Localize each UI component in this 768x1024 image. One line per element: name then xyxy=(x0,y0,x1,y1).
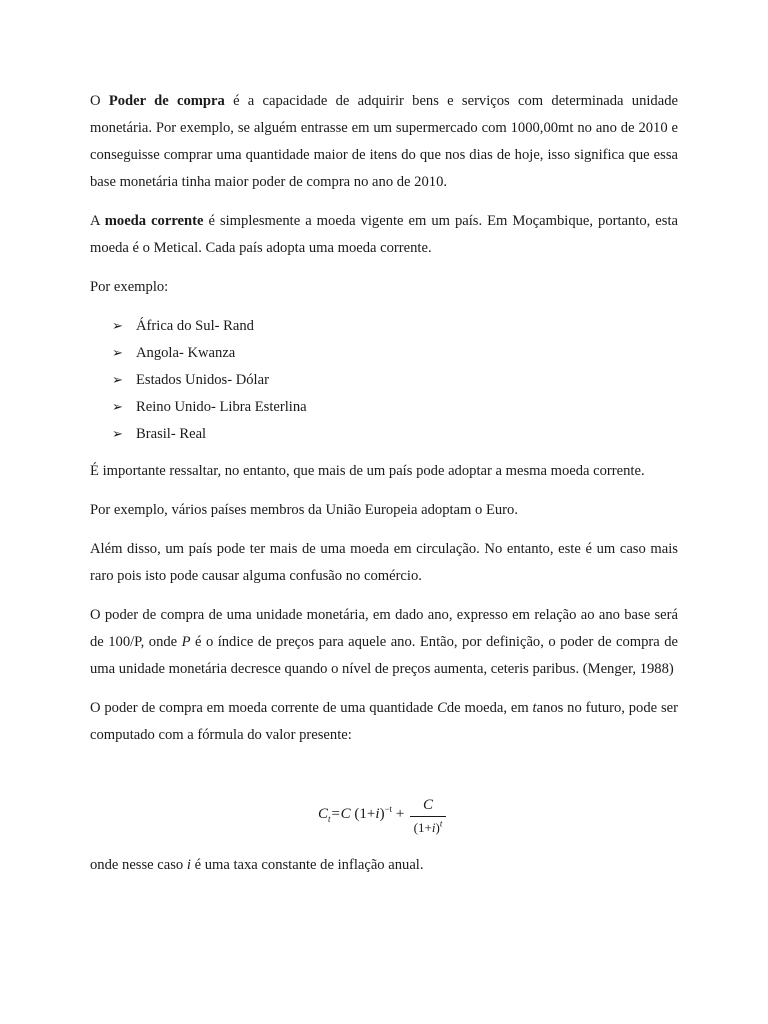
list-item: ➢ Angola- Kwanza xyxy=(112,340,678,367)
paragraph-valor-presente: O poder de compra em moeda corrente de uma quantidade Cde moeda, em tanos no futuro, pode ser computado com a fórmula do valor presente: xyxy=(90,700,678,743)
fraction-bar xyxy=(410,816,446,817)
formula-fraction xyxy=(410,796,446,837)
arrow-bullet-icon: ➢ xyxy=(112,346,123,361)
arrow-bullet-icon: ➢ xyxy=(112,427,123,442)
paragraph-uniao-europeia: Por exemplo, vários países membros da União Europeia adoptam o Euro. xyxy=(90,502,518,518)
fraction-numerator: C xyxy=(422,797,433,813)
paragraph-importante: É importante ressaltar, no entanto, que mais de um país pode adoptar a mesma moeda corrente. xyxy=(90,463,645,479)
list-item: ➢ Reino Unido- Libra Esterlina xyxy=(112,394,678,421)
arrow-bullet-icon: ➢ xyxy=(112,319,123,334)
paragraph-alem-disso: Além disso, um país pode ter mais de uma moeda em circulação. No entanto, este é um caso mais raro pois isto pode causar alguma confusão no comércio. xyxy=(90,541,678,584)
list-item: ➢ Brasil- Real xyxy=(112,421,678,448)
document-body xyxy=(90,88,678,749)
list-item: ➢ Estados Unidos- Dólar xyxy=(112,367,678,394)
variable-t: t xyxy=(532,700,537,716)
arrow-bullet-icon: ➢ xyxy=(112,373,123,388)
term-moeda-corrente: moeda corrente xyxy=(104,213,204,229)
paragraph-moeda-corrente: A moeda corrente é simplesmente a moeda vigente em um país. Em Moçambique, portanto, esta moeda é o Metical. Cada país adopta uma moeda corrente. xyxy=(90,213,678,256)
variable-i: i xyxy=(186,857,191,873)
variable-c: C xyxy=(437,700,447,716)
paragraph-por-exemplo: Por exemplo: xyxy=(90,279,169,295)
term-poder-de-compra: Poder de compra xyxy=(108,93,225,109)
paragraph-poder-de-compra: O Poder de compra é a capacidade de adquirir bens e serviços com determinada unidade monetária. Por exemplo, se alguém entrasse em um supermercado com 1000,00mt no ano de 2010 e conseguisse comprar uma quantidade maior de itens do que nos dias de hoje, isso significa que essa base monetária tinha maior poder de compra no ano de 2010. xyxy=(90,93,678,190)
formula-lhs: $C_t=C$ $(1+i)^{-t}$ + xyxy=(318,804,405,824)
currency-list xyxy=(90,313,678,448)
fraction-denominator: $(1+i)^t$ xyxy=(413,818,443,835)
paragraph-onde-i: onde nesse caso i é uma taxa constante de inflação anual. xyxy=(90,857,424,873)
variable-p: P xyxy=(181,634,191,650)
arrow-bullet-icon: ➢ xyxy=(112,400,123,415)
paragraph-poder-unidade-monetaria: O poder de compra de uma unidade monetária, em dado ano, expresso em relação ao ano base será de 100/P, onde P é o índice de preços para aquele ano. Então, por definição, o poder de compra de uma unidade monetária decresce quando o nível de preços aumenta, ceteris paribus. (Menger, 1988) xyxy=(90,607,679,677)
list-item: ➢ África do Sul- Rand xyxy=(112,313,678,340)
